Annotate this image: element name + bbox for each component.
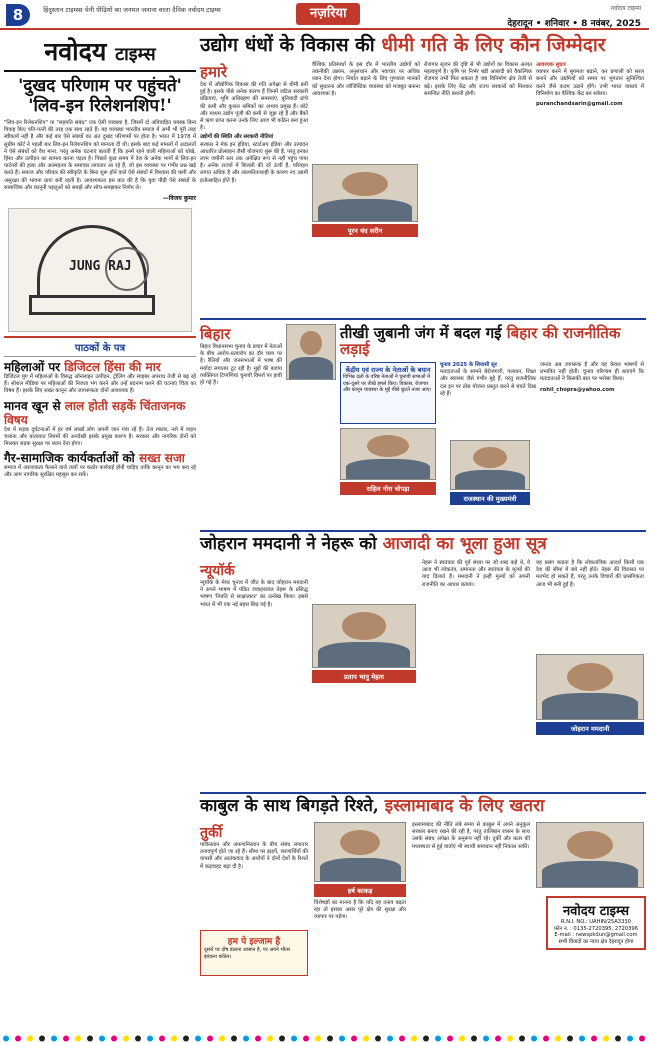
article1-body-e: व्यापार करने में सुगमता बढ़ाने, कर प्रणाली को सरल बनाने और उद्यमियों को समय पर भुगतान सुनिश्चित करने जैसे कदम उठाने होंगे। तभी भारत वास्तव में विनिर्माण का वैश्विक केंद्र बन सकेगा। [536,69,644,97]
article4-box [200,930,308,976]
editorial-byline: —विजय कुमार [162,195,196,203]
article4-col-2b [314,900,406,922]
cartoon-label: JUNG RAJ [69,259,132,275]
article2-body-a: बिहार विधानसभा चुनाव के प्रचार में नेताओं के बीच आरोप-प्रत्यारोप का दौर चरम पर है। रैलियों और जनसभाओं में भाषा की मर्यादा लगातार टूट रही है। मुद्दों की बजाय व्यक्तिगत टिप्पणियां चुनावी विमर्श पर हावी हो गई हैं। [200,344,282,387]
article1-author-photo [312,164,418,222]
registration-dot [231,1036,237,1042]
article2-inset-body: विभिन्न दलों के वरिष्ठ नेताओं ने चुनावी सभाओं में एक-दूसरे पर तीखे हमले किए। विकास, रोजगार और कानून व्यवस्था के मुद्दे पीछे छूटते नजर आए। [343,374,432,394]
imprint-phone: फोन न. : 0135-2720395, 2720396 [553,925,639,932]
registration-dot [207,1036,213,1042]
cartoon-base [29,295,155,315]
imprint-rni: R.N.I. NO.: UAHIN/25A3330 [561,919,631,925]
article2-subhead: चुनाव 2025 के सियासी सुर [440,362,497,368]
registration-dot [507,1036,513,1042]
brand-name: नवोदय [44,37,107,66]
header-tagline: हिंदुस्तान टाइम्स्स चेनी पीढ़ियों का जनमत जनाना वाला दैनिक नवोदय टाइम्स [43,6,221,14]
registration-dot [75,1036,81,1042]
article3-body-a: न्यूयॉर्क के मेयर चुनाव में जीत के बाद जोहरान ममदानी ने अपने भाषण में पंडित जवाहरलाल नेहरू के प्रसिद्ध भाषण 'नियति से साक्षात्कार' का उल्लेख किया। इससे भारत में भी एक नई बहस छिड़ गई है। [200,580,308,608]
registration-dot [459,1036,465,1042]
article4-body-c: विशेषज्ञों का मानना है कि यदि यह तनाव बढ़ता रहा तो इसका असर पूरे क्षेत्र की सुरक्षा और व्यापार पर पड़ेगा। [314,900,406,921]
registration-dot [363,1036,369,1042]
article3-kicker: न्यूयॉर्क [200,563,235,579]
registration-dot [519,1036,525,1042]
article1-col-3 [424,62,532,98]
registration-dot [579,1036,585,1042]
article1-author-name: पूरन चंद सरीन [312,224,418,237]
letters-tag: पाठकों के पत्र [4,336,196,357]
masthead-small: नवोदय टाइम्स [610,5,641,12]
registration-dot [147,1036,153,1042]
registration-dot [399,1036,405,1042]
registration-dot [423,1036,429,1042]
brand-suffix: टाइम्स [115,44,156,65]
editorial-cartoon [8,208,192,332]
registration-dot [387,1036,393,1042]
article1-body-a: देश में औद्योगिक विकास की गति अपेक्षा से धीमी बनी हुई है। इसके पीछे अनेक कारण हैं जिनमें जटिल सरकारी प्रक्रियाएं, भूमि अधिग्रहण की समस्याएं, बुनियादी ढांचे की कमी और कुशल श्रमिकों का अभाव प्रमुख हैं। छोटे और मध्यम उद्योग पूंजी की कमी से जूझ रहे हैं और बैंकों से ऋण प्राप्त करना उनके लिए आज भी कठिन बना हुआ है। [200,82,308,132]
registration-dot [183,1036,189,1042]
registration-dot [279,1036,285,1042]
header-right [507,4,641,29]
article1-email: puranchandsarin@gmail.com [536,101,623,108]
registration-dot [195,1036,201,1042]
registration-dot [375,1036,381,1042]
article2-headline: तीखी जुबानी जंग में बदल गई बिहार की राजनीतिक लड़ाई [340,324,621,358]
page-header [0,0,649,30]
registration-dot [267,1036,273,1042]
article1-body-b: सरकार ने मेक इन इंडिया, स्टार्टअप इंडिया और उत्पादन आधारित प्रोत्साहन जैसी योजनाएं शुरू की हैं, परंतु इनका लाभ जमीनी स्तर तक अपेक्षित रूप से नहीं पहुंच पाया है। अनेक राज्यों में बिजली की दरें ऊंची हैं, परिवहन लागत अधिक है और लालफीताशाही के कारण नए उद्यमी हतोत्साहित होते हैं। [200,141,309,184]
registration-dot [87,1036,93,1042]
registration-dot [219,1036,225,1042]
article2-inset [340,362,436,424]
registration-dot [111,1036,117,1042]
registration-dots [0,1034,649,1043]
article2-col-3 [440,362,536,398]
article3-col-3 [422,560,530,589]
editorial-column [4,34,196,1034]
registration-dot [627,1036,633,1042]
article4-box-body: दूसरों पर दोष डालना आसान है, पर अपने भीतर झांकना कठिन। [204,947,291,960]
registration-dot [411,1036,417,1042]
registration-dot [3,1036,9,1042]
registration-dot [447,1036,453,1042]
registration-dot [531,1036,537,1042]
imprint-email: E-mail : newspkdun@gmail.com [554,932,638,939]
dateline: देहरादून • शनिवार • 8 नवंबर, 2025 [507,19,641,29]
article4-author-photo [314,822,406,882]
article3-body-b: नेहरू ने स्वतंत्रता की पूर्व संध्या पर जो शब्द कहे थे, वे आज भी लोकतंत्र, समानता और स्वतंत्रता के मूल्यों की याद दिलाते हैं। ममदानी ने इन्हीं मूल्यों को अपनी राजनीति का आधार बताया। [422,560,530,588]
article2-cm-photo [450,440,530,490]
registration-dot [27,1036,33,1042]
article3-body-c: यह प्रसंग बताता है कि लोकतांत्रिक आदर्श किसी एक देश की सीमा में बंधे नहीं होते। नेहरू की विरासत पर मतभेद हो सकते हैं, परंतु उनके विचारों की प्रासंगिकता आज भी बनी हुई है। [536,560,644,588]
registration-dot [303,1036,309,1042]
registration-dot [243,1036,249,1042]
article3-subject-photo [536,654,644,720]
registration-dot [639,1036,645,1042]
registration-dot [39,1036,45,1042]
imprint-note: सभी विवादों का न्याय क्षेत्र देहरादून होगा [558,938,634,945]
letter-headline-2: मानव खून से लाल होती सड़कें चिंताजनक विषय [4,398,186,427]
article1-kicker: हमारे [200,63,227,81]
article-mamdani [200,534,646,794]
article2-author-photo [340,428,436,480]
registration-dot [591,1036,597,1042]
letter-body-1: डिजिटल युग में महिलाओं के विरुद्ध ऑनलाइन उत्पीड़न, ट्रोलिंग और साइबर अपराध तेजी से बढ़ रहे हैं। सोशल मीडिया पर महिलाओं की निजता भंग करने और उन्हें बदनाम करने की घटनाएं चिंता का विषय हैं। इसके लिए सख्त कानून और जागरूकता दोनों आवश्यक हैं। [4,374,196,395]
registration-dot [291,1036,297,1042]
article4-col-1 [200,822,308,871]
registration-dot [495,1036,501,1042]
article2-cm-caption: राजस्थान की मुख्यमंत्री [450,492,530,505]
article2-inset-title: केंद्रीय एवं राज्य के नेताओं के बयान [345,366,431,374]
article2-body-b: मतदाताओं के सामने बेरोजगारी, पलायन, शिक्षा और स्वास्थ्य जैसे गंभीर मुद्दे हैं, परंतु राजनीतिक दल इन पर ठोस योजना प्रस्तुत करने से बचते दिख रहे हैं। [440,369,536,397]
letter-headline-1: महिलाओं पर डिजिटल हिंसा की मार [4,360,161,375]
registration-dot [543,1036,549,1042]
editorial-body: "लिव-इन रिलेशनशिप" या "सहमति संबंध" एक ऐसी व्यवस्था है, जिसमें दो अविवाहित वयस्क बिना विवाह किए पति-पत्नी की तरह एक साथ रहते हैं। यह व्यवस्था भारतीय समाज में अभी भी पूरी तरह स्वीकार्य नहीं है और कई बार ऐसे संबंधों का अंत दुखद परिणामों पर होता है। भारत में 1978 में सुप्रीम कोर्ट ने पहली बार लिव-इन रिलेशनशिप को मान्यता दी थी। इसके बाद कई मामलों में अदालतों ने ऐसे संबंधों को वैध माना, परंतु अनेक घटनाएं बताती हैं कि इनमें रहने वाली महिलाओं को धोखे, हिंसा और उत्पीड़न का सामना करना पड़ता है। पिछले कुछ समय में देश के अनेक भागों से लिव-इन पार्टनरों की हत्या और आत्महत्या के समाचार लगातार आ रहे हैं, जो इस व्यवस्था पर गंभीर प्रश्न खड़े करते हैं। समाज और परिवार की स्वीकृति के बिना शुरू होने वाले ऐसे संबंधों में विश्वास की कमी और असुरक्षा की भावना प्रायः बनी रहती है। आवश्यकता इस बात की है कि युवा पीढ़ी ऐसे संबंधों के सामाजिक और कानूनी पहलुओं को समझे और सोच-समझकर निर्णय ले। [4,120,196,191]
letter-headline-3: गैर-सामाजिक कार्यकर्ताओं को सख्त सजा [4,451,185,466]
article1-subhead: उद्योगों की स्थिति और सरकारी नीतियां [200,134,274,141]
registration-dot [255,1036,261,1042]
article4-body-b: इस्लामाबाद की नीति लंबे समय से काबुल में अपने अनुकूल सरकार बनाए रखने की रही है, परंतु तालिबान शासन के साथ उसके संबंध अपेक्षा के अनुरूप नहीं रहे। तुर्की और कतर की मध्यस्थता से हुई वार्ताएं भी स्थायी समाधान नहीं निकाल सकीं। [412,822,530,850]
article1-col-1 [200,62,308,185]
article3-author-name: प्रताप भानु मेहता [312,670,416,683]
registration-dot [15,1036,21,1042]
article-bihar [200,322,646,532]
editorial-headline-1: 'दुखद परिणाम पर पहुंचते' [18,76,182,96]
article1-subhead-2: आवश्यक सुधार [536,62,566,68]
article1-body-c: वैश्विक प्रतिस्पर्धा के इस दौर में भारतीय उद्योगों को तकनीकी उन्नयन, अनुसंधान और नवाचार पर अधिक ध्यान देना होगा। निर्यात बढ़ाने के लिए गुणवत्ता मानकों को सुधारना और लॉजिस्टिक व्यवस्था को मजबूत बनाना आवश्यक है। [312,62,420,97]
article2-col-4 [540,362,644,394]
article4-body-a: पाकिस्तान और अफगानिस्तान के बीच संबंध लगातार तनावपूर्ण होते जा रहे हैं। सीमा पर झड़पें, शरणार्थियों की वापसी और आतंकवाद के आरोपों ने दोनों देशों के रिश्तों में कड़वाहट बढ़ा दी है। [200,842,308,870]
article2-author-name: राहिल नोरा चोपड़ा [340,482,436,495]
imprint-box [546,896,646,950]
registration-dot [63,1036,69,1042]
article3-col-1 [200,560,308,609]
editorial-brand [4,34,196,72]
registration-dot [171,1036,177,1042]
article2-politician-photo [286,324,336,380]
article3-author-photo [312,604,416,668]
registration-dot [315,1036,321,1042]
article3-headline: जोहरान ममदानी ने नेहरू को आजादी का भूला हुआ सूत्र [200,534,547,554]
article2-email: rohil_chopra@yahoo.com [540,386,615,393]
article1-headline: उद्योग धंधों के विकास की धीमी गति के लिए कौन जिम्मेदार [200,34,606,56]
registration-dot [567,1036,573,1042]
article1-col-2 [312,62,420,98]
registration-dot [471,1036,477,1042]
section-tag: नज़रिया [296,3,360,25]
registration-dot [483,1036,489,1042]
registration-dot [327,1036,333,1042]
article2-col-1 [200,324,282,387]
article4-box-title: हम पे इल्जाम है [227,937,281,947]
article4-leader-photo [536,822,644,888]
article3-subject-caption: जोहरान ममदानी [536,722,644,735]
article4-headline: काबुल के साथ बिगड़ते रिश्ते, इस्लामाबाद के लिए खतरा [200,796,545,816]
registration-dot [351,1036,357,1042]
registration-dot [435,1036,441,1042]
article4-col-3 [412,822,530,851]
registration-dot [555,1036,561,1042]
article4-author-name: हर्ष काकड़ [314,884,406,897]
registration-dot [99,1036,105,1042]
article4-kicker: तुर्की [200,825,223,841]
letter-body-2: देश में सड़क दुर्घटनाओं में हर वर्ष लाखों लोग अपनी जान गंवा रहे हैं। तेज रफ्तार, नशे में वाहन चलाना और यातायात नियमों की अनदेखी इसके प्रमुख कारण हैं। सरकार और नागरिक दोनों को मिलकर सड़क सुरक्षा पर ध्यान देना होगा। [4,426,196,448]
registration-dot [603,1036,609,1042]
registration-dot [51,1036,57,1042]
registration-dot [615,1036,621,1042]
imprint-brand: नवोदय टाइम्स [562,904,630,919]
page-number: 8 [6,4,30,26]
editorial-headline-2: 'लिव-इन रिलेशनशिप!' [28,96,172,116]
article2-body-c: जनता अब जागरूक है और वह केवल भाषणों से प्रभावित नहीं होती। चुनाव परिणाम ही बताएंगे कि मतदाताओं ने किसकी बात पर भरोसा किया। [540,362,644,383]
article3-col-4 [536,560,644,589]
registration-dot [135,1036,141,1042]
registration-dot [123,1036,129,1042]
registration-dot [159,1036,165,1042]
article1-body-d: रोजगार सृजन की दृष्टि से भी उद्योगों का विकास अत्यंत महत्वपूर्ण है। कृषि पर निर्भर बड़ी आबादी को वैकल्पिक रोजगार तभी मिल सकता है जब विनिर्माण क्षेत्र तेजी से बढ़े। इसके लिए केंद्र और राज्य सरकारों को मिलकर समन्वित नीति बनानी होगी। [424,62,532,97]
article2-kicker: बिहार [200,325,231,343]
article1-col-4 [536,62,644,108]
registration-dot [339,1036,345,1042]
letter-body-3: समाज में अराजकता फैलाने वाले तत्वों पर कठोर कार्रवाई होनी चाहिए ताकि कानून का भय बना रहे और आम नागरिक सुरक्षित महसूस कर सकें। [4,465,196,479]
article-industry [200,34,646,320]
